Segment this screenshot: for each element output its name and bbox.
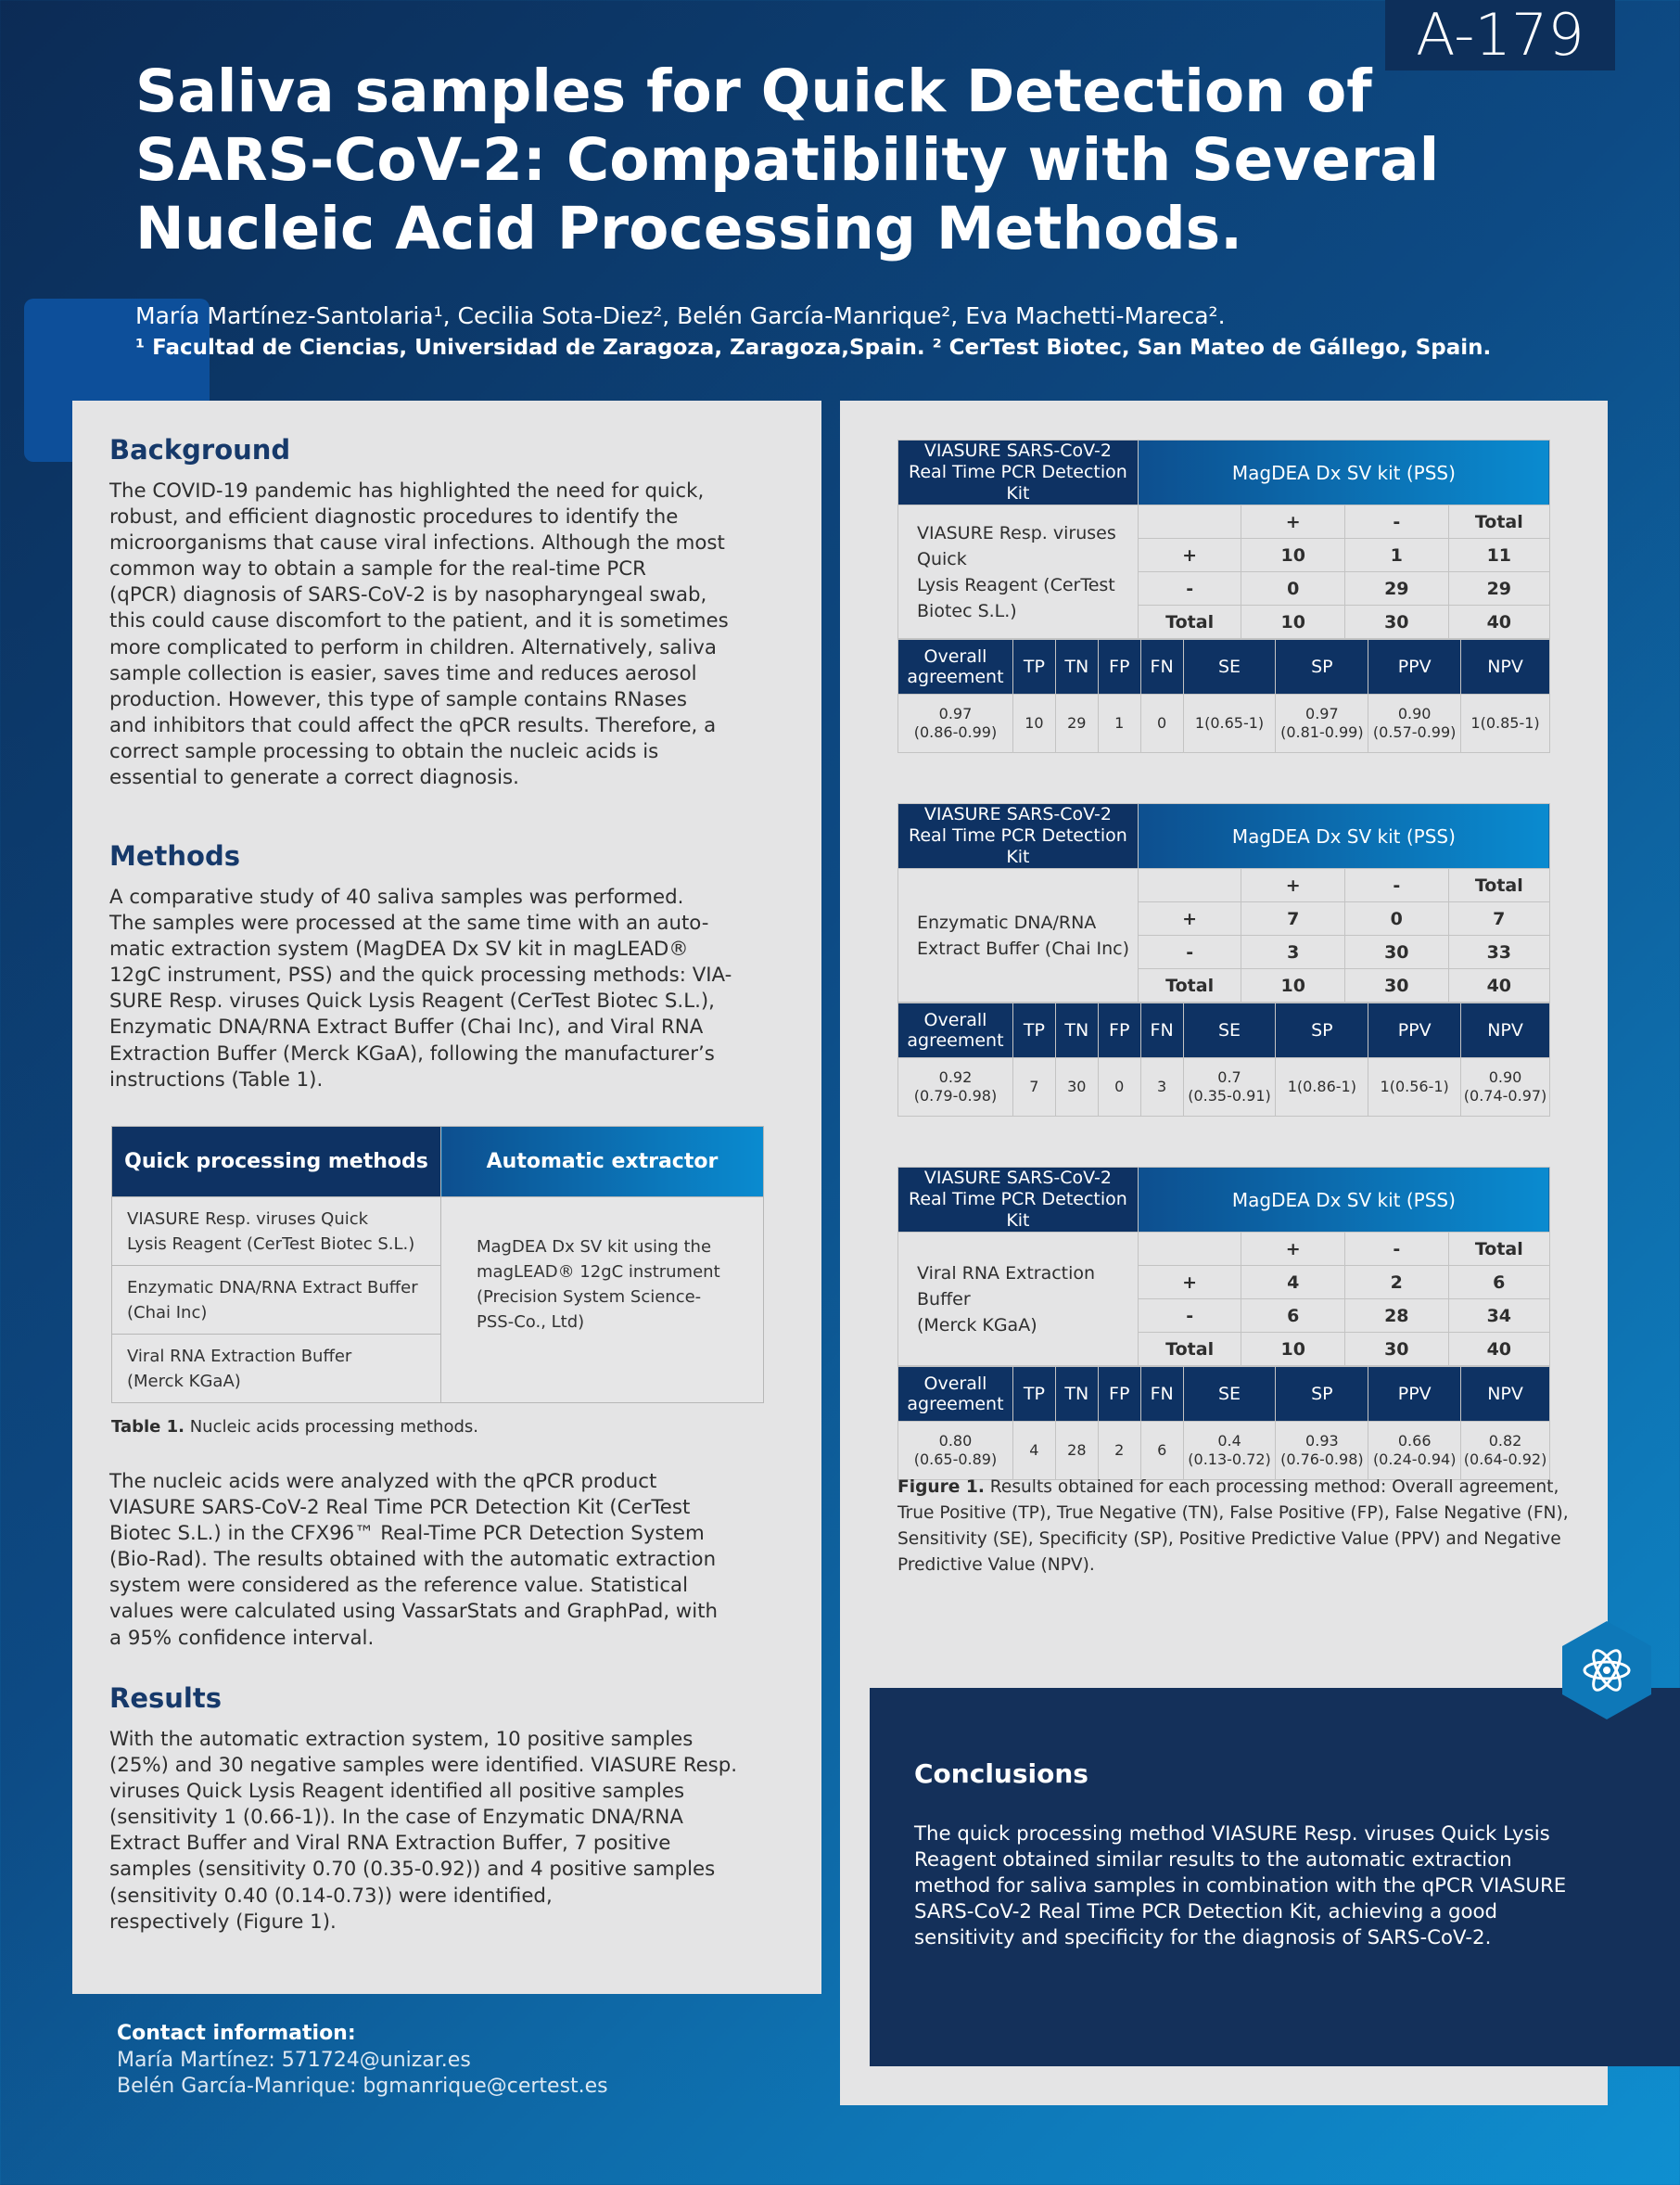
table-cell: Total <box>1448 505 1549 539</box>
text-line: (sensitivity 0.40 (0.14-0.73)) were identified, <box>109 1884 553 1908</box>
table-header: SP <box>1276 1367 1368 1422</box>
text-line: The samples were processed at the same time with an auto- <box>109 912 709 936</box>
table-cell: 2 <box>1098 1422 1140 1480</box>
table-header: TN <box>1055 1003 1098 1058</box>
conclusions-heading: Conclusions <box>914 1758 1088 1789</box>
table-cell <box>1461 695 1550 753</box>
caption-line: Predictive Value (NPV). <box>897 1555 1095 1575</box>
table-header: FN <box>1140 1367 1183 1422</box>
text-line: SARS-CoV-2 Real Time PCR Detection Kit, achieving a good <box>914 1900 1498 1923</box>
table-cell <box>112 1197 441 1266</box>
table-cell: 2 <box>1345 1266 1449 1299</box>
cell-line: 1(0.86-1) <box>1287 1078 1356 1095</box>
table-cell: 40 <box>1448 1333 1549 1366</box>
table-cell: Total <box>1448 869 1549 902</box>
background-text <box>109 479 729 791</box>
poster-code: A-179 <box>1385 0 1615 70</box>
text-line: Enzymatic DNA/RNA Extract Buffer (Chai Inc), and Viral RNA <box>109 1016 704 1040</box>
table-cell <box>898 869 1139 1003</box>
cell-line: VIASURE SARS-CoV-2 <box>923 804 1112 824</box>
cell-line: (0.74-0.97) <box>1463 1087 1547 1105</box>
table-cell: 40 <box>1448 606 1549 639</box>
cell-line: (0.86-0.99) <box>913 723 998 741</box>
table-cell: 7 <box>1448 902 1549 936</box>
text-line: system were considered as the reference value. Statistical <box>109 1574 689 1598</box>
cell-line: 0.4 <box>1217 1432 1241 1450</box>
background-heading: Background <box>109 434 291 466</box>
cell-line: Enzymatic DNA/RNA <box>917 912 1097 933</box>
conclusions-text <box>914 1821 1566 1951</box>
table-header: TP <box>1012 1003 1055 1058</box>
table-cell: 29 <box>1345 572 1449 606</box>
table-header: Quick processing methods <box>112 1127 441 1197</box>
table-cell <box>898 1422 1013 1480</box>
table-cell: Total <box>1138 1333 1241 1366</box>
poster-title <box>135 58 1440 263</box>
cell-line: 0.7 <box>1217 1068 1241 1086</box>
text-line: (25%) and 30 negative samples were identified. VIASURE Resp. <box>109 1754 738 1778</box>
cell-line: (0.13-0.72) <box>1188 1450 1271 1468</box>
text-line: The nucleic acids were analyzed with the qPCR product <box>109 1470 657 1493</box>
table-cell: Total <box>1138 969 1241 1003</box>
table-cell: 29 <box>1055 695 1098 753</box>
table-header: FP <box>1098 1367 1140 1422</box>
text-line: microorganisms that cause viral infections. Although the most <box>109 531 725 556</box>
cell-line: VIASURE SARS-CoV-2 <box>923 441 1112 461</box>
text-line: this could cause discomfort to the patient, and it is sometimes <box>109 609 729 633</box>
table-cell: 0 <box>1098 1058 1140 1117</box>
table-cell: 30 <box>1345 1333 1449 1366</box>
cell-line: 0.80 <box>938 1432 973 1450</box>
table-cell: + <box>1241 1233 1345 1266</box>
table-header: PPV <box>1368 1367 1461 1422</box>
table-cell: 11 <box>1448 539 1549 572</box>
result-table <box>897 440 1550 753</box>
table-cell <box>1461 1058 1550 1117</box>
methods-table <box>111 1126 764 1403</box>
cell-line: (Merck KGaA) <box>127 1371 241 1391</box>
table-header: PPV <box>1368 1003 1461 1058</box>
table-cell: Total <box>1138 606 1241 639</box>
contact-heading: Contact information: <box>117 2022 356 2045</box>
cell-line: Real Time PCR Detection Kit <box>909 825 1127 867</box>
table-cell <box>1368 1058 1461 1117</box>
table-cell: 30 <box>1055 1058 1098 1117</box>
table-cell: 7 <box>1012 1058 1055 1117</box>
table-header: Automatic extractor <box>441 1127 764 1197</box>
text-line: The COVID-19 pandemic has highlighted the need for quick, <box>109 479 705 503</box>
text-line: production. However, this type of sample contains RNases <box>109 687 687 711</box>
table-cell: - <box>1345 869 1449 902</box>
cell-line: Viral RNA Extraction Buffer <box>917 1262 1096 1310</box>
table-header: SP <box>1276 640 1368 695</box>
table-cell <box>112 1266 441 1335</box>
atom-icon <box>1559 1619 1654 1721</box>
cell-line: magLEAD® 12gC instrument <box>477 1262 720 1282</box>
table-header: SE <box>1183 1367 1276 1422</box>
text-line: values were calculated using VassarStats and GraphPad, with <box>109 1600 719 1624</box>
table-header: MagDEA Dx SV kit (PSS) <box>1138 1168 1549 1233</box>
table-cell <box>1368 1422 1461 1480</box>
table-cell: 7 <box>1241 902 1345 936</box>
cell-line: (Chai Inc) <box>127 1302 208 1322</box>
table-header: FP <box>1098 1003 1140 1058</box>
text-line: respectively (Figure 1). <box>109 1910 337 1934</box>
table-header: SE <box>1183 640 1276 695</box>
table-header: SE <box>1183 1003 1276 1058</box>
table-cell: 40 <box>1448 969 1549 1003</box>
table-cell <box>1368 695 1461 753</box>
cell-line: (0.65-0.89) <box>913 1450 998 1468</box>
result-table <box>897 803 1550 1117</box>
table-header: TN <box>1055 640 1098 695</box>
table-cell <box>1276 1058 1368 1117</box>
table-cell <box>1276 1422 1368 1480</box>
cell-line: (0.76-0.98) <box>1280 1450 1364 1468</box>
cell-line: Lysis Reagent (CerTest Biotec S.L.) <box>917 574 1115 621</box>
cell-line: (Merck KGaA) <box>917 1314 1037 1335</box>
table-cell: + <box>1138 902 1241 936</box>
text-line: matic extraction system (MagDEA Dx SV kit in magLEAD® <box>109 938 689 962</box>
table-header: FN <box>1140 1003 1183 1058</box>
table-cell: - <box>1138 1299 1241 1333</box>
table-header <box>898 1168 1139 1233</box>
text-line: more complicated to perform in children. Alternatively, saliva <box>109 635 717 659</box>
table-cell <box>1183 1058 1276 1117</box>
text-line: (Bio-Rad). The results obtained with the automatic extraction <box>109 1548 717 1572</box>
cell-line: 0.97 <box>938 705 973 722</box>
cell-line: (0.64-0.92) <box>1463 1450 1547 1468</box>
table-cell: Total <box>1448 1233 1549 1266</box>
cell-line: 0.66 <box>1397 1432 1432 1450</box>
cell-line: VIASURE SARS-CoV-2 <box>923 1168 1112 1188</box>
text-line: samples (sensitivity 0.70 (0.35-0.92)) and 4 positive samples <box>109 1858 716 1882</box>
cell-line: Enzymatic DNA/RNA Extract Buffer <box>127 1277 418 1297</box>
cell-line: (Precision System Science- <box>477 1287 702 1307</box>
cell-line: Extract Buffer (Chai Inc) <box>917 938 1129 959</box>
result-table <box>897 1167 1550 1480</box>
table-header: FN <box>1140 640 1183 695</box>
table-cell <box>898 1233 1139 1366</box>
cell-line: VIASURE Resp. viruses Quick <box>127 1208 369 1229</box>
table-cell: 30 <box>1345 969 1449 1003</box>
text-line: The quick processing method VIASURE Resp. viruses Quick Lysis <box>914 1822 1550 1846</box>
table-header: PPV <box>1368 640 1461 695</box>
table-header: FP <box>1098 640 1140 695</box>
table-header: SP <box>1276 1003 1368 1058</box>
table-cell: - <box>1138 936 1241 969</box>
table-cell: 6 <box>1448 1266 1549 1299</box>
cell-line: (0.24-0.94) <box>1372 1450 1457 1468</box>
text-line: Reagent obtained similar results to the automatic extraction <box>914 1848 1512 1872</box>
table-header: TN <box>1055 1367 1098 1422</box>
contact-info <box>117 2048 608 2100</box>
title-line: Nucleic Acid Processing Methods. <box>135 195 1243 262</box>
table-cell: + <box>1241 505 1345 539</box>
methods-text-2 <box>109 1469 718 1652</box>
table-cell <box>441 1197 764 1403</box>
table-cell: 34 <box>1448 1299 1549 1333</box>
table-cell: 6 <box>1241 1299 1345 1333</box>
table-cell: + <box>1241 869 1345 902</box>
text-line: With the automatic extraction system, 10 positive samples <box>109 1728 694 1751</box>
caption-line: Sensitivity (SE), Specificity (SP), Positive Predictive Value (PPV) and Negative <box>897 1529 1561 1549</box>
affiliations: ¹ Facultad de Ciencias, Universidad de Zaragoza, Zaragoza,Spain. ² CerTest Biotec, San Mateo de Gállego, Spain. <box>135 336 1492 360</box>
text-line: a 95% confidence interval. <box>109 1626 375 1650</box>
text-line: method for saliva samples in combination with the qPCR VIASURE <box>914 1874 1567 1898</box>
text-line: Extraction Buffer (Merck KGaA), following the manufacturer’s <box>109 1041 715 1066</box>
text-line: VIASURE SARS-CoV-2 Real Time PCR Detection Kit (CerTest <box>109 1496 691 1520</box>
caption-line: True Positive (TP), True Negative (TN), False Positive (FP), False Negative (FN), <box>897 1503 1569 1523</box>
text-line: instructions (Table 1). <box>109 1067 324 1092</box>
table-cell: + <box>1138 539 1241 572</box>
table-header: TP <box>1012 640 1055 695</box>
cell-line: (0.57-0.99) <box>1372 723 1457 741</box>
table-cell: - <box>1138 572 1241 606</box>
table-cell: 1 <box>1098 695 1140 753</box>
table-cell: 30 <box>1345 936 1449 969</box>
cell-line: 0.82 <box>1488 1432 1522 1450</box>
table-cell <box>898 695 1013 753</box>
text-line: sample collection is easier, saves time and reduces aerosol <box>109 661 697 685</box>
table-cell <box>898 1058 1013 1117</box>
caption-line <box>897 1475 1569 1501</box>
cell-line: VIASURE Resp. viruses Quick <box>917 522 1116 569</box>
table-cell: 33 <box>1448 936 1549 969</box>
cell-line: 1(0.85-1) <box>1470 714 1540 732</box>
table-header: NPV <box>1461 1003 1550 1058</box>
table-cell <box>898 505 1139 639</box>
text-line: Biotec S.L.) in the CFX96™ Real-Time PCR Detection System <box>109 1522 705 1546</box>
text-line: and inhibitors that could affect the qPCR results. Therefore, a <box>109 713 717 737</box>
table-header: NPV <box>1461 640 1550 695</box>
text-line: sensitivity and specificity for the diagnosis of SARS-CoV-2. <box>914 1926 1492 1949</box>
results-heading: Results <box>109 1682 222 1714</box>
cell-line: PSS-Co., Ltd) <box>477 1312 585 1332</box>
cell-line: 0.93 <box>1305 1432 1339 1450</box>
cell-line: 0.97 <box>1305 705 1339 722</box>
text-line: common way to obtain a sample for the real-time PCR <box>109 557 646 581</box>
cell-line: 0.90 <box>1397 705 1432 722</box>
contact-line[interactable]: María Martínez: 571724@unizar.es <box>117 2049 471 2072</box>
table-cell: 29 <box>1448 572 1549 606</box>
table-cell: - <box>1345 505 1449 539</box>
table-header: Overall agreement <box>898 1003 1013 1058</box>
table-cell: 30 <box>1345 606 1449 639</box>
table-header: Overall agreement <box>898 1367 1013 1422</box>
table-cell: 10 <box>1241 539 1345 572</box>
table-header: MagDEA Dx SV kit (PSS) <box>1138 804 1549 869</box>
table-cell: 4 <box>1241 1266 1345 1299</box>
table-cell: 0 <box>1241 572 1345 606</box>
text-line: correct sample processing to obtain the nucleic acids is <box>109 739 659 763</box>
caption-text: Results obtained for each processing method: Overall agreement, <box>984 1477 1559 1497</box>
title-line: Saliva samples for Quick Detection of <box>135 58 1372 125</box>
table-header: TP <box>1012 1367 1055 1422</box>
cell-line: 1(0.56-1) <box>1380 1078 1449 1095</box>
table-header: Overall agreement <box>898 640 1013 695</box>
cell-line: 1(0.65-1) <box>1194 714 1265 732</box>
cell-line: (0.81-0.99) <box>1280 723 1364 741</box>
table-cell: - <box>1345 1233 1449 1266</box>
table-cell: 28 <box>1345 1299 1449 1333</box>
cell-line: Lysis Reagent (CerTest Biotec S.L.) <box>127 1233 415 1254</box>
table-cell <box>112 1335 441 1403</box>
cell-line: Viral RNA Extraction Buffer <box>127 1346 352 1366</box>
text-line: 12gC instrument, PSS) and the quick processing methods: VIA- <box>109 964 732 988</box>
table-header <box>898 804 1139 869</box>
text-line: viruses Quick Lysis Reagent identified all positive samples <box>109 1780 685 1804</box>
table-cell: 4 <box>1012 1422 1055 1480</box>
cell-line: (0.35-0.91) <box>1188 1087 1271 1105</box>
table-cell: 0 <box>1140 695 1183 753</box>
cell-line: Real Time PCR Detection Kit <box>909 462 1127 504</box>
table-cell: 10 <box>1241 1333 1345 1366</box>
methods-heading: Methods <box>109 840 240 872</box>
caption-label: Table 1. <box>111 1417 185 1437</box>
table-cell <box>1183 1422 1276 1480</box>
methods-text <box>109 885 732 1093</box>
contact-line[interactable]: Belén García-Manrique: bgmanrique@certest.es <box>117 2075 608 2098</box>
table-cell: 3 <box>1140 1058 1183 1117</box>
text-line: Extract Buffer and Viral RNA Extraction Buffer, 7 positive <box>109 1832 671 1856</box>
table-cell <box>1461 1422 1550 1480</box>
table-cell: + <box>1138 1266 1241 1299</box>
text-line: A comparative study of 40 saliva samples was performed. <box>109 886 684 909</box>
table-cell: 10 <box>1012 695 1055 753</box>
table-cell <box>1183 695 1276 753</box>
table-cell: 10 <box>1241 969 1345 1003</box>
cell-line: 0.92 <box>938 1068 973 1086</box>
caption-label: Figure 1. <box>897 1477 985 1497</box>
text-line: robust, and efficient diagnostic procedures to identify the <box>109 505 679 530</box>
cell-line: Real Time PCR Detection Kit <box>909 1189 1127 1231</box>
table-cell <box>1276 695 1368 753</box>
table-cell: 10 <box>1241 606 1345 639</box>
table-header: MagDEA Dx SV kit (PSS) <box>1138 441 1549 505</box>
table-cell: 6 <box>1140 1422 1183 1480</box>
table-header <box>898 441 1139 505</box>
table-cell: 0 <box>1345 902 1449 936</box>
results-text <box>109 1727 737 1936</box>
table-cell: 1 <box>1345 539 1449 572</box>
authors: María Martínez-Santolaria¹, Cecilia Sota-Diez², Belén García-Manrique², Eva Machetti-Mareca². <box>135 302 1226 329</box>
caption-text: Nucleic acids processing methods. <box>185 1417 478 1437</box>
text-line: essential to generate a correct diagnosis. <box>109 766 519 790</box>
cell-line: (0.79-0.98) <box>913 1087 998 1105</box>
cell-line: MagDEA Dx SV kit using the <box>477 1237 712 1257</box>
table-caption <box>111 1417 478 1437</box>
table-cell: 3 <box>1241 936 1345 969</box>
title-line: SARS-CoV-2: Compatibility with Several <box>135 126 1440 194</box>
text-line: (qPCR) diagnosis of SARS-CoV-2 is by nasopharyngeal swab, <box>109 583 707 607</box>
text-line: (sensitivity 1 (0.66-1)). In the case of Enzymatic DNA/RNA <box>109 1806 683 1830</box>
cell-line: 0.90 <box>1488 1068 1522 1086</box>
table-cell: 28 <box>1055 1422 1098 1480</box>
figure-caption <box>897 1475 1569 1578</box>
table-header: NPV <box>1461 1367 1550 1422</box>
text-line: SURE Resp. viruses Quick Lysis Reagent (CerTest Biotec S.L.), <box>109 990 715 1014</box>
